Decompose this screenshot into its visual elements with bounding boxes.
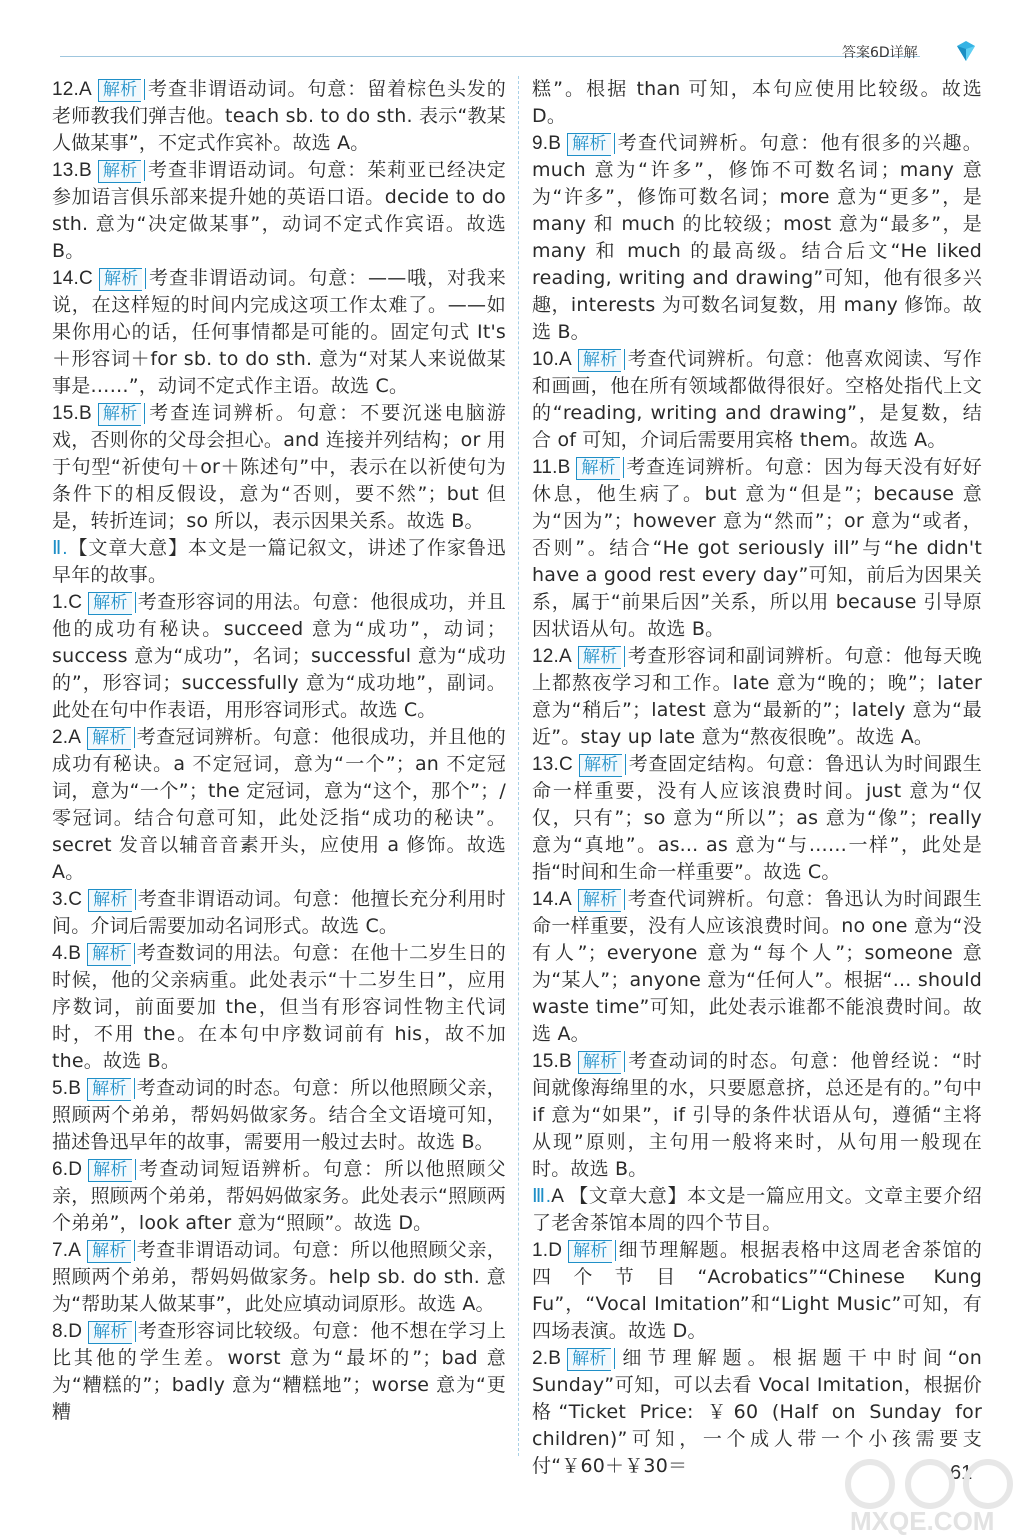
gem-icon	[953, 40, 979, 62]
answer-key: A	[559, 646, 572, 667]
analysis-tag: 解析	[567, 133, 610, 156]
explanation-text: 考查动词的时态。句意：所以他照顾父亲，照顾两个弟弟，帮妈妈做家务。结合全文语境可知，描述鲁迅早年的故事，需要用一般过去时。故选 B。	[52, 1077, 506, 1153]
explanation-text: 考查非谓语动词。句意：茱莉亚已经决定参加语言俱乐部来提升她的英语口语。decide to do sth. 意为“决定做某事”，动词不定式作宾语。故选 B。	[52, 159, 506, 262]
answer-item	[532, 454, 982, 643]
analysis-tag: 解析	[88, 1321, 131, 1344]
analysis-tag: 解析	[87, 1240, 130, 1263]
tag-bracket	[625, 754, 626, 775]
analysis-tag: 解析	[567, 1348, 610, 1371]
explanation-text: 考查动词短语辨析。句意：所以他照顾父亲，照顾两个弟弟，帮妈妈做家务。此处表示“照顾两个弟弟”，look after 意为“照顾”。故选 D。	[52, 1158, 506, 1234]
answer-item	[532, 751, 982, 886]
tag-bracket	[134, 1240, 135, 1261]
explanation-text: 考查代词辨析。句意：鲁迅认为时间跟生命一样重要，没有人应该浪费时间。no one 意为“没有人”；everyone 意为“每个人”；someone 意为“某人”；anyone 意为“任何人”。根据“... should waste time”可知，此处表示谁都不能浪费时间。故选 A。	[532, 888, 982, 1045]
tag-bracket	[615, 1240, 616, 1261]
answer-key: B	[559, 1051, 572, 1072]
explanation-text: 考查非谓语动词。句意：他擅长充分利用时间。介词后需要加动名词形式。故选 C。	[52, 888, 506, 937]
svg-text:MXQE.COM: MXQE.COM	[850, 1506, 995, 1536]
explanation-text: 细节理解题。根据表格中这周老舍茶馆的四个节目“Acrobatics”“Chinese Kung Fu”，“Vocal Imitation”和“Light Music”可知，有四场表演。故选 D。	[532, 1239, 982, 1342]
answer-key: B	[557, 457, 571, 478]
analysis-tag: 解析	[88, 592, 131, 615]
explanation-text: 【文章大意】本文是一篇记叙文，讲述了作家鲁迅早年的故事。	[52, 537, 507, 586]
question-number: 14.	[532, 889, 560, 910]
question-number: 6.	[52, 1159, 69, 1180]
answer-item	[52, 400, 506, 535]
explanation-text: 考查代词辨析。句意：他喜欢阅读、写作和画画，他在所有领域都做得很好。空格处指代上文的“reading, writing and drawing”，是复数，结合 of 可知，介词后需要用宾格 them。故选 A。	[532, 348, 982, 451]
answer-key: B	[68, 1078, 82, 1099]
tag-bracket	[624, 1051, 625, 1072]
explanation-text: 考查动词的时态。句意：他曾经说：“时间就像海绵里的水，只要愿意挤，总还是有的。”句中 if 意为“如果”，if 引导的条件状语从句，遵循“主将从现”原则，主句用一般将来时，从句用一般现在时。故选 B。	[532, 1050, 982, 1180]
analysis-tag: 解析	[576, 457, 619, 480]
tag-bracket	[614, 1348, 615, 1369]
answer-key: A	[79, 79, 92, 100]
answer-item	[52, 1237, 506, 1318]
analysis-tag: 解析	[88, 889, 131, 912]
answer-key: C	[79, 268, 93, 289]
answer-key: C	[68, 889, 83, 910]
question-number: 12.	[52, 79, 80, 100]
question-number: 15.	[532, 1051, 560, 1072]
left-column	[52, 76, 506, 1426]
explanation-text: 糕”。根据 than 可知，本句应使用比较级。故选 D。	[532, 78, 982, 127]
answer-item	[52, 940, 506, 1075]
section-number: Ⅱ.	[52, 538, 68, 559]
section-intro	[532, 1183, 982, 1237]
page-number: 61	[950, 1462, 973, 1484]
question-number: 9.	[532, 133, 549, 154]
question-number: 12.	[532, 646, 560, 667]
tag-bracket	[144, 160, 145, 181]
explanation-text: 考查固定结构。句意：鲁迅认为时间跟生命一样重要，没有人应该浪费时间。just 意为“仅仅，只有”；so 意为“所以”；as 意为“像”；really 意为“真地”。as... as 意为“与……一样”，此处是指“时间和生命一样重要”。故选 C。	[532, 753, 982, 883]
question-number: 5.	[52, 1078, 69, 1099]
explanation-text: 考查连词辨析。句意：因为每天没有好好休息，他生病了。but 意为“但是”；because 意为“因为”；however 意为“然而”；or 意为“或者，否则”。结合“He got seriously ill”与“he didn't have a good rest every day”可知，前后为因果关系，属于“前果后因”关系，所以用 because 引导原因状语从句。故选 B。	[532, 456, 982, 640]
question-number: 13.	[52, 160, 80, 181]
question-number: 3.	[52, 889, 69, 910]
tag-bracket	[134, 1078, 135, 1099]
analysis-tag: 解析	[87, 1078, 130, 1101]
answer-item	[52, 76, 506, 157]
analysis-tag: 解析	[578, 646, 621, 669]
answer-item	[532, 1237, 982, 1345]
answer-item	[532, 346, 982, 454]
right-column	[532, 76, 982, 1480]
explanation-text: 考查非谓语动词。句意：——哦，对我来说，在这样短的时间内完成这项工作太难了。——如果你用心的话，任何事情都是可能的。固定句式 It's＋形容词＋for sb. to do sth. 意为“对某人来说做某事是……”，动词不定式作主语。故选 C。	[52, 267, 506, 397]
analysis-tag: 解析	[98, 160, 141, 183]
explanation-text: 【文章大意】本文是一篇应用文。文章主要介绍了老舍茶馆本周的四个节目。	[532, 1185, 982, 1234]
analysis-tag: 解析	[579, 754, 622, 777]
answer-key: A	[559, 889, 572, 910]
answer-key: C	[559, 754, 573, 775]
tag-bracket	[135, 1321, 136, 1342]
tag-bracket	[623, 457, 624, 478]
answer-key: A	[68, 727, 82, 748]
explanation-text: 考查数词的用法。句意：在他十二岁生日的时候，他的父亲病重。此处表示“十二岁生日”，应用序数词，前面要加 the，但当有形容词性物主代词时，不用 the。在本句中序数词前有 his，故不加 the。故选 B。	[52, 942, 506, 1072]
section-intro	[52, 535, 506, 589]
answer-key: C	[68, 592, 83, 613]
answer-item	[52, 724, 506, 886]
explanation-text: 考查非谓语动词。句意：留着棕色头发的老师教我们弹吉他。teach sb. to do sth. 表示“教某人做某事”，不定式作宾补。故选 A。	[52, 78, 506, 154]
tag-bracket	[134, 943, 135, 964]
answer-key: B	[548, 1348, 562, 1369]
answer-key: D	[548, 1240, 563, 1261]
header-rule	[60, 56, 920, 57]
question-number: 8.	[52, 1321, 69, 1342]
question-number: 7.	[52, 1240, 69, 1261]
answer-key: B	[79, 403, 92, 424]
explanation-text: 细节理解题。根据题干中时间“on Sunday”可知，可以去看 Vocal Imitation，根据价格“Ticket Price: ￥60 (Half on Sunday for children)”可知，一个成人带一个小孩需要支付“￥60＋￥30＝	[532, 1347, 982, 1477]
tag-bracket	[135, 889, 136, 910]
answer-key: A	[68, 1240, 82, 1261]
explanation-text: 考查形容词和副词辨析。句意：他每天晚上都熬夜学习和工作。late 意为“晚的；晚”；later 意为“稍后”；latest 意为“最新的”；lately 意为“最近”。stay up late 意为“熬夜很晚”。故选 A。	[532, 645, 982, 748]
tag-bracket	[624, 646, 625, 667]
answer-item	[532, 643, 982, 751]
analysis-tag: 解析	[99, 268, 142, 291]
analysis-tag: 解析	[87, 727, 130, 750]
tag-bracket	[134, 727, 135, 748]
analysis-tag: 解析	[578, 349, 621, 372]
tag-bracket	[135, 1159, 136, 1180]
answer-key: D	[68, 1159, 83, 1180]
question-number: 2.	[532, 1348, 549, 1369]
question-number: 4.	[52, 943, 69, 964]
explanation-text: 考查形容词的用法。句意：他很成功，并且他的成功有秘诀。succeed 意为“成功”，动词；success 意为“成功”，名词；successful 意为“成功的”，形容词；successfully 意为“成功地”，副词。此处在句中作表语，用形容词形式。故选 C。	[52, 591, 506, 721]
tag-bracket	[624, 889, 625, 910]
question-number: 1.	[52, 592, 69, 613]
answer-item	[532, 886, 982, 1048]
explanation-text: 考查冠词辨析。句意：他很成功，并且他的成功有秘诀。a 不定冠词，意为“一个”；an 不定冠词，意为“一个”；the 定冠词，意为“这个，那个”；/ 零冠词。结合句意可知，此处泛指“成功的秘诀”。secret 发音以辅音音素开头，应使用 a 修饰。故选 A。	[52, 726, 506, 883]
tag-bracket	[135, 592, 136, 613]
answer-item	[52, 1075, 506, 1156]
analysis-tag: 解析	[568, 1240, 611, 1263]
analysis-tag: 解析	[98, 79, 141, 102]
answer-item	[52, 886, 506, 940]
analysis-tag: 解析	[578, 1051, 621, 1074]
question-number: 10.	[532, 349, 560, 370]
answer-item	[52, 589, 506, 724]
header-label: 答案6D详解	[842, 45, 918, 61]
watermark-logo	[830, 1450, 1020, 1536]
answer-item	[52, 1156, 506, 1237]
explanation-text: 考查代词辨析。句意：他有很多的兴趣。much 意为“许多”，修饰不可数名词；many 意为“许多”，修饰可数名词；more 意为“更多”，是 many 和 much 的比较级；most 意为“最多”，是 many 和 much 的最高级。结合后文“He liked reading, writing and drawing”可知，他有很多兴趣，interests 为可数名词复数，用 many 修饰。故选 B。	[532, 132, 982, 343]
explanation-text: 考查非谓语动词。句意：所以他照顾父亲，照顾两个弟弟，帮妈妈做家务。help sb. do sth. 意为“帮助某人做某事”，此处应填动词原形。故选 A。	[52, 1239, 506, 1315]
answer-key: B	[79, 160, 92, 181]
analysis-tag: 解析	[98, 403, 141, 426]
tag-bracket	[614, 133, 615, 154]
section-number: Ⅲ.	[532, 1186, 552, 1207]
question-number: 2.	[52, 727, 69, 748]
tag-bracket	[145, 268, 146, 289]
answer-key: B	[548, 133, 562, 154]
analysis-tag: 解析	[87, 943, 130, 966]
tag-bracket	[144, 403, 145, 424]
question-number: 14.	[52, 268, 80, 289]
column-divider	[518, 76, 519, 1456]
explanation-text: 考查形容词比较级。句意：他不想在学习上比其他的学生差。worst 意为“最坏的”；bad 意为“糟糕的”；badly 意为“糟糕地”；worse 意为“更糟	[52, 1320, 506, 1423]
explanation-text: 考查连词辨析。句意：不要沉迷电脑游戏，否则你的父母会担心。and 连接并列结构；or 用于句型“祈使句＋or＋陈述句”中，表示在以祈使句为条件下的相反假设，意为“否则，要不然”；but 但是，转折连词；so 所以，表示因果关系。故选 B。	[52, 402, 506, 532]
question-number: 15.	[52, 403, 80, 424]
answer-item	[532, 1048, 982, 1183]
answer-item	[532, 130, 982, 346]
answer-key: B	[68, 943, 82, 964]
question-number: 13.	[532, 754, 560, 775]
continued-text	[532, 76, 982, 130]
tag-bracket	[624, 349, 625, 370]
tag-bracket	[144, 79, 145, 100]
answer-key: D	[68, 1321, 83, 1342]
analysis-tag: 解析	[578, 889, 621, 912]
answer-key: A	[559, 349, 572, 370]
section-passage: A	[551, 1186, 570, 1207]
answer-item	[52, 265, 506, 400]
answer-item	[52, 157, 506, 265]
question-number: 11.	[532, 457, 558, 478]
analysis-tag: 解析	[88, 1159, 131, 1182]
answer-item	[52, 1318, 506, 1426]
question-number: 1.	[532, 1240, 549, 1261]
